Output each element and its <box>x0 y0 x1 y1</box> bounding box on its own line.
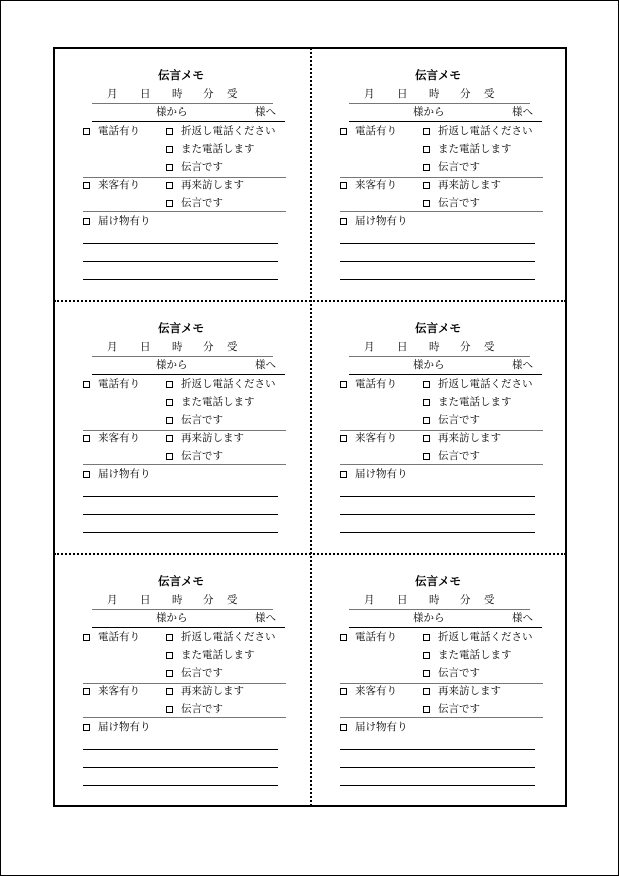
phone-label: 電話有り <box>98 378 140 390</box>
hour-label: 時 <box>429 594 440 606</box>
received-label: 受 <box>227 341 238 353</box>
phone-message-checkbox[interactable] <box>423 670 430 677</box>
visit-message-checkbox[interactable] <box>423 453 430 460</box>
phone-message-option: 伝言です <box>438 667 480 679</box>
visit-message-checkbox[interactable] <box>166 200 173 207</box>
delivery-checkbox[interactable] <box>340 471 347 478</box>
memo-title: 伝言メモ <box>158 68 204 82</box>
delivery-checkbox[interactable] <box>340 218 347 225</box>
from-suffix: 様から <box>413 612 445 624</box>
delivery-checkbox[interactable] <box>83 471 90 478</box>
phone-checkbox[interactable] <box>340 128 347 135</box>
delivery-label: 届け物有り <box>355 721 408 733</box>
visit-message-checkbox[interactable] <box>423 200 430 207</box>
revisit-option: 再来訪します <box>181 179 244 191</box>
call-again-option: また電話します <box>438 143 512 155</box>
phone-divider <box>83 430 286 431</box>
minute-label: 分 <box>203 88 214 100</box>
note-line-2 <box>340 261 535 262</box>
memo-card <box>55 554 310 807</box>
phone-checkbox[interactable] <box>83 634 90 641</box>
visit-message-checkbox[interactable] <box>166 453 173 460</box>
visit-message-option: 伝言です <box>438 450 480 462</box>
phone-message-checkbox[interactable] <box>166 417 173 424</box>
hour-label: 時 <box>429 88 440 100</box>
revisit-checkbox[interactable] <box>166 688 173 695</box>
delivery-label: 届け物有り <box>98 215 151 227</box>
visit-checkbox[interactable] <box>83 688 90 695</box>
callback-checkbox[interactable] <box>423 634 430 641</box>
phone-label: 電話有り <box>98 631 140 643</box>
name-line <box>92 627 285 628</box>
date-line <box>349 103 530 104</box>
note-line-2 <box>83 767 278 768</box>
callback-option: 折返し電話ください <box>181 631 276 643</box>
to-suffix: 様へ <box>512 106 533 118</box>
phone-divider <box>83 683 286 684</box>
delivery-checkbox[interactable] <box>83 724 90 731</box>
minute-label: 分 <box>460 88 471 100</box>
to-suffix: 様へ <box>255 359 276 371</box>
visit-divider <box>340 717 543 718</box>
date-line <box>349 356 530 357</box>
revisit-checkbox[interactable] <box>166 182 173 189</box>
note-line-3 <box>340 532 535 533</box>
visit-divider <box>340 464 543 465</box>
phone-label: 電話有り <box>98 125 140 137</box>
month-label: 月 <box>364 88 375 100</box>
note-line-1 <box>83 749 278 750</box>
callback-checkbox[interactable] <box>166 634 173 641</box>
callback-option: 折返し電話ください <box>438 378 533 390</box>
revisit-option: 再来訪します <box>438 685 501 697</box>
phone-message-option: 伝言です <box>438 414 480 426</box>
callback-checkbox[interactable] <box>166 381 173 388</box>
callback-checkbox[interactable] <box>423 128 430 135</box>
note-line-3 <box>83 785 278 786</box>
phone-message-checkbox[interactable] <box>166 164 173 171</box>
to-suffix: 様へ <box>512 612 533 624</box>
visit-checkbox[interactable] <box>83 435 90 442</box>
phone-divider <box>340 683 543 684</box>
from-suffix: 様から <box>156 612 188 624</box>
revisit-checkbox[interactable] <box>423 688 430 695</box>
memo-title: 伝言メモ <box>158 321 204 335</box>
call-again-option: また電話します <box>438 649 512 661</box>
from-suffix: 様から <box>156 359 188 371</box>
call-again-checkbox[interactable] <box>423 399 430 406</box>
received-label: 受 <box>227 88 238 100</box>
memo-card <box>312 48 567 301</box>
to-suffix: 様へ <box>255 106 276 118</box>
note-line-1 <box>83 496 278 497</box>
month-label: 月 <box>364 594 375 606</box>
hour-label: 時 <box>429 341 440 353</box>
call-again-checkbox[interactable] <box>423 146 430 153</box>
day-label: 日 <box>397 594 408 606</box>
memo-title: 伝言メモ <box>415 68 461 82</box>
month-label: 月 <box>107 88 118 100</box>
revisit-option: 再来訪します <box>438 179 501 191</box>
call-again-option: また電話します <box>438 396 512 408</box>
phone-divider <box>340 177 543 178</box>
phone-label: 電話有り <box>355 631 397 643</box>
date-line <box>349 609 530 610</box>
memo-title: 伝言メモ <box>415 574 461 588</box>
minute-label: 分 <box>460 594 471 606</box>
revisit-checkbox[interactable] <box>166 435 173 442</box>
phone-checkbox[interactable] <box>83 128 90 135</box>
callback-checkbox[interactable] <box>166 128 173 135</box>
to-suffix: 様へ <box>512 359 533 371</box>
name-line <box>92 121 285 122</box>
name-line <box>92 374 285 375</box>
visit-label: 来客有り <box>355 179 397 191</box>
date-line <box>92 609 273 610</box>
received-label: 受 <box>227 594 238 606</box>
delivery-checkbox[interactable] <box>83 218 90 225</box>
from-suffix: 様から <box>413 106 445 118</box>
phone-label: 電話有り <box>355 125 397 137</box>
received-label: 受 <box>484 88 495 100</box>
visit-message-option: 伝言です <box>181 450 223 462</box>
note-line-2 <box>340 767 535 768</box>
name-line <box>349 627 542 628</box>
visit-checkbox[interactable] <box>340 182 347 189</box>
callback-option: 折返し電話ください <box>181 378 276 390</box>
visit-message-option: 伝言です <box>438 703 480 715</box>
note-line-3 <box>83 279 278 280</box>
revisit-option: 再来訪します <box>181 432 244 444</box>
callback-checkbox[interactable] <box>423 381 430 388</box>
revisit-option: 再来訪します <box>181 685 244 697</box>
note-line-2 <box>83 514 278 515</box>
memo-title: 伝言メモ <box>158 574 204 588</box>
minute-label: 分 <box>460 341 471 353</box>
note-line-1 <box>83 243 278 244</box>
phone-checkbox[interactable] <box>340 381 347 388</box>
visit-message-option: 伝言です <box>438 197 480 209</box>
visit-checkbox[interactable] <box>340 435 347 442</box>
to-suffix: 様へ <box>255 612 276 624</box>
note-line-3 <box>340 785 535 786</box>
visit-message-checkbox[interactable] <box>423 706 430 713</box>
phone-message-checkbox[interactable] <box>423 164 430 171</box>
phone-label: 電話有り <box>355 378 397 390</box>
call-again-checkbox[interactable] <box>166 652 173 659</box>
visit-divider <box>83 211 286 212</box>
visit-divider <box>83 464 286 465</box>
minute-label: 分 <box>203 594 214 606</box>
note-line-1 <box>340 243 535 244</box>
day-label: 日 <box>140 341 151 353</box>
delivery-label: 届け物有り <box>98 721 151 733</box>
callback-option: 折返し電話ください <box>438 631 533 643</box>
phone-divider <box>340 430 543 431</box>
phone-checkbox[interactable] <box>340 634 347 641</box>
visit-message-option: 伝言です <box>181 703 223 715</box>
call-again-option: また電話します <box>181 143 255 155</box>
phone-message-option: 伝言です <box>438 161 480 173</box>
month-label: 月 <box>364 341 375 353</box>
note-line-1 <box>340 496 535 497</box>
visit-label: 来客有り <box>98 685 140 697</box>
phone-message-checkbox[interactable] <box>423 417 430 424</box>
day-label: 日 <box>397 341 408 353</box>
note-line-2 <box>83 261 278 262</box>
day-label: 日 <box>140 88 151 100</box>
note-line-3 <box>340 279 535 280</box>
phone-message-option: 伝言です <box>181 161 223 173</box>
memo-card <box>312 301 567 554</box>
name-line <box>349 374 542 375</box>
phone-message-option: 伝言です <box>181 667 223 679</box>
visit-checkbox[interactable] <box>340 688 347 695</box>
visit-checkbox[interactable] <box>83 182 90 189</box>
revisit-option: 再来訪します <box>438 432 501 444</box>
visit-message-option: 伝言です <box>181 197 223 209</box>
minute-label: 分 <box>203 341 214 353</box>
date-line <box>92 356 273 357</box>
revisit-checkbox[interactable] <box>423 435 430 442</box>
visit-label: 来客有り <box>355 685 397 697</box>
name-line <box>349 121 542 122</box>
callback-option: 折返し電話ください <box>438 125 533 137</box>
visit-label: 来客有り <box>355 432 397 444</box>
visit-divider <box>83 717 286 718</box>
callback-option: 折返し電話ください <box>181 125 276 137</box>
received-label: 受 <box>484 594 495 606</box>
day-label: 日 <box>140 594 151 606</box>
note-line-1 <box>340 749 535 750</box>
visit-label: 来客有り <box>98 179 140 191</box>
phone-divider <box>83 177 286 178</box>
visit-divider <box>340 211 543 212</box>
from-suffix: 様から <box>156 106 188 118</box>
call-again-option: また電話します <box>181 396 255 408</box>
delivery-label: 届け物有り <box>355 215 408 227</box>
call-again-checkbox[interactable] <box>423 652 430 659</box>
note-line-3 <box>83 532 278 533</box>
delivery-checkbox[interactable] <box>340 724 347 731</box>
call-again-checkbox[interactable] <box>166 146 173 153</box>
month-label: 月 <box>107 341 118 353</box>
delivery-label: 届け物有り <box>355 468 408 480</box>
hour-label: 時 <box>172 341 183 353</box>
note-line-2 <box>340 514 535 515</box>
visit-label: 来客有り <box>98 432 140 444</box>
memo-card <box>55 301 310 554</box>
phone-message-checkbox[interactable] <box>166 670 173 677</box>
delivery-label: 届け物有り <box>98 468 151 480</box>
phone-message-option: 伝言です <box>181 414 223 426</box>
received-label: 受 <box>484 341 495 353</box>
call-again-option: また電話します <box>181 649 255 661</box>
memo-card <box>55 48 310 301</box>
day-label: 日 <box>397 88 408 100</box>
date-line <box>92 103 273 104</box>
hour-label: 時 <box>172 594 183 606</box>
hour-label: 時 <box>172 88 183 100</box>
from-suffix: 様から <box>413 359 445 371</box>
phone-checkbox[interactable] <box>83 381 90 388</box>
month-label: 月 <box>107 594 118 606</box>
visit-message-checkbox[interactable] <box>166 706 173 713</box>
call-again-checkbox[interactable] <box>166 399 173 406</box>
revisit-checkbox[interactable] <box>423 182 430 189</box>
memo-card <box>312 554 567 807</box>
memo-title: 伝言メモ <box>415 321 461 335</box>
